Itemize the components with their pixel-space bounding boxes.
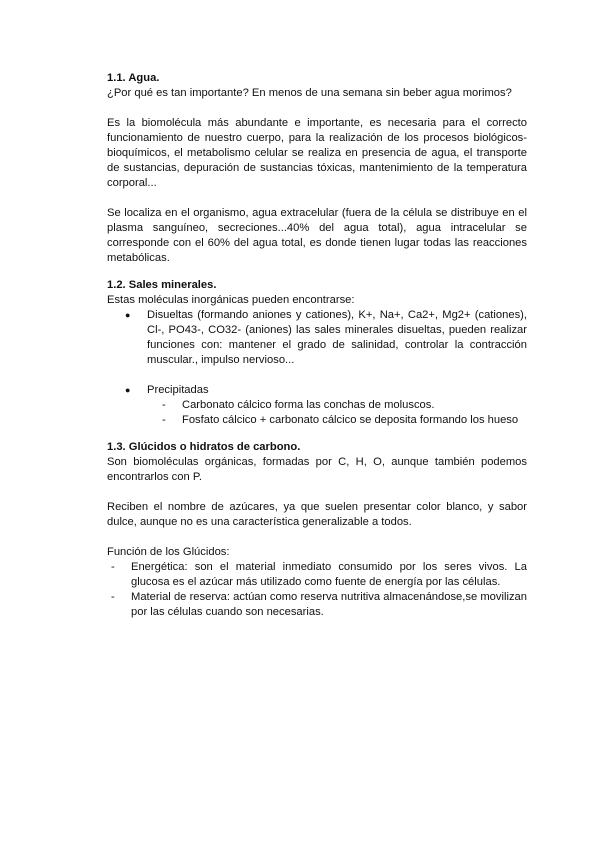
sales-bullet-precipitadas: Precipitadas — [147, 384, 209, 396]
glucidos-function-2: Material de reserva: actúan como reserva nutritiva almacenándose,se movilizan por las células cuando son necesarias. — [131, 591, 527, 618]
glucidos-paragraph-1: Son biomoléculas orgánicas, formadas por C, H, O, aunque también podemos encontrarlos con P. — [107, 456, 527, 483]
glucidos-function-title: Función de los Glúcidos: — [107, 546, 230, 558]
list-item — [107, 590, 527, 620]
list-item — [107, 413, 527, 428]
glucidos-function-1: Energética: son el material inmediato consumido por los seres vivos. La glucosa es el azúcar más utilizado como fuente de energía por las células. — [131, 561, 527, 588]
agua-intro: ¿Por qué es tan importante? En menos de una semana sin beber agua morimos? — [107, 87, 512, 99]
list-item — [107, 383, 527, 398]
document-page — [107, 71, 527, 620]
sales-intro: Estas moléculas inorgánicas pueden encontrarse: — [107, 294, 355, 306]
dash-icon: - — [111, 591, 115, 603]
bullet-icon: ● — [125, 385, 131, 395]
bullet-icon: ● — [125, 310, 131, 320]
agua-paragraph-1: Es la biomolécula más abundante e importante, es necesaria para el correcto funcionamiento de nuestro cuerpo, para la realización de los procesos biológicos-bioquímicos, el metabolismo celular se realiza en presencia de agua, el transporte de sustancias, depuración de sustancias tóxicas, mantenimiento de la temperatura corporal... — [107, 117, 527, 189]
dash-icon: - — [111, 561, 115, 573]
dash-icon: - — [162, 414, 166, 426]
sales-sub-1: Carbonato cálcico forma las conchas de moluscos. — [182, 399, 435, 411]
section-heading-glucidos: 1.3. Glúcidos o hidratos de carbono. — [107, 441, 301, 453]
glucidos-paragraph-2: Reciben el nombre de azúcares, ya que suelen presentar color blanco, y sabor dulce, aunque no es una característica generalizable a todos. — [107, 501, 527, 528]
sales-bullet-disueltas: Disueltas (formando aniones y cationes), K+, Na+, Ca2+, Mg2+ (cationes), Cl-, PO43-, CO32- (aniones) las sales minerales disueltas, pueden realizar funciones con: mantener el grado de salinidad, controlar la contracción muscular., impulso nervioso... — [147, 309, 527, 366]
list-item — [107, 398, 527, 413]
list-item — [107, 308, 527, 368]
section-heading-agua: 1.1. Agua. — [107, 72, 160, 84]
dash-icon: - — [162, 399, 166, 411]
sales-sub-2: Fosfato cálcico + carbonato cálcico se deposita formando los hueso — [182, 414, 519, 426]
list-item — [107, 560, 527, 590]
section-heading-sales: 1.2. Sales minerales. — [107, 279, 217, 291]
agua-paragraph-2: Se localiza en el organismo, agua extracelular (fuera de la célula se distribuye en el plasma sanguíneo, secreciones...40% del agua total), agua intracelular se corresponde con el 60% del agua total, es donde tienen lugar todas las reacciones metabólicas. — [107, 207, 527, 264]
